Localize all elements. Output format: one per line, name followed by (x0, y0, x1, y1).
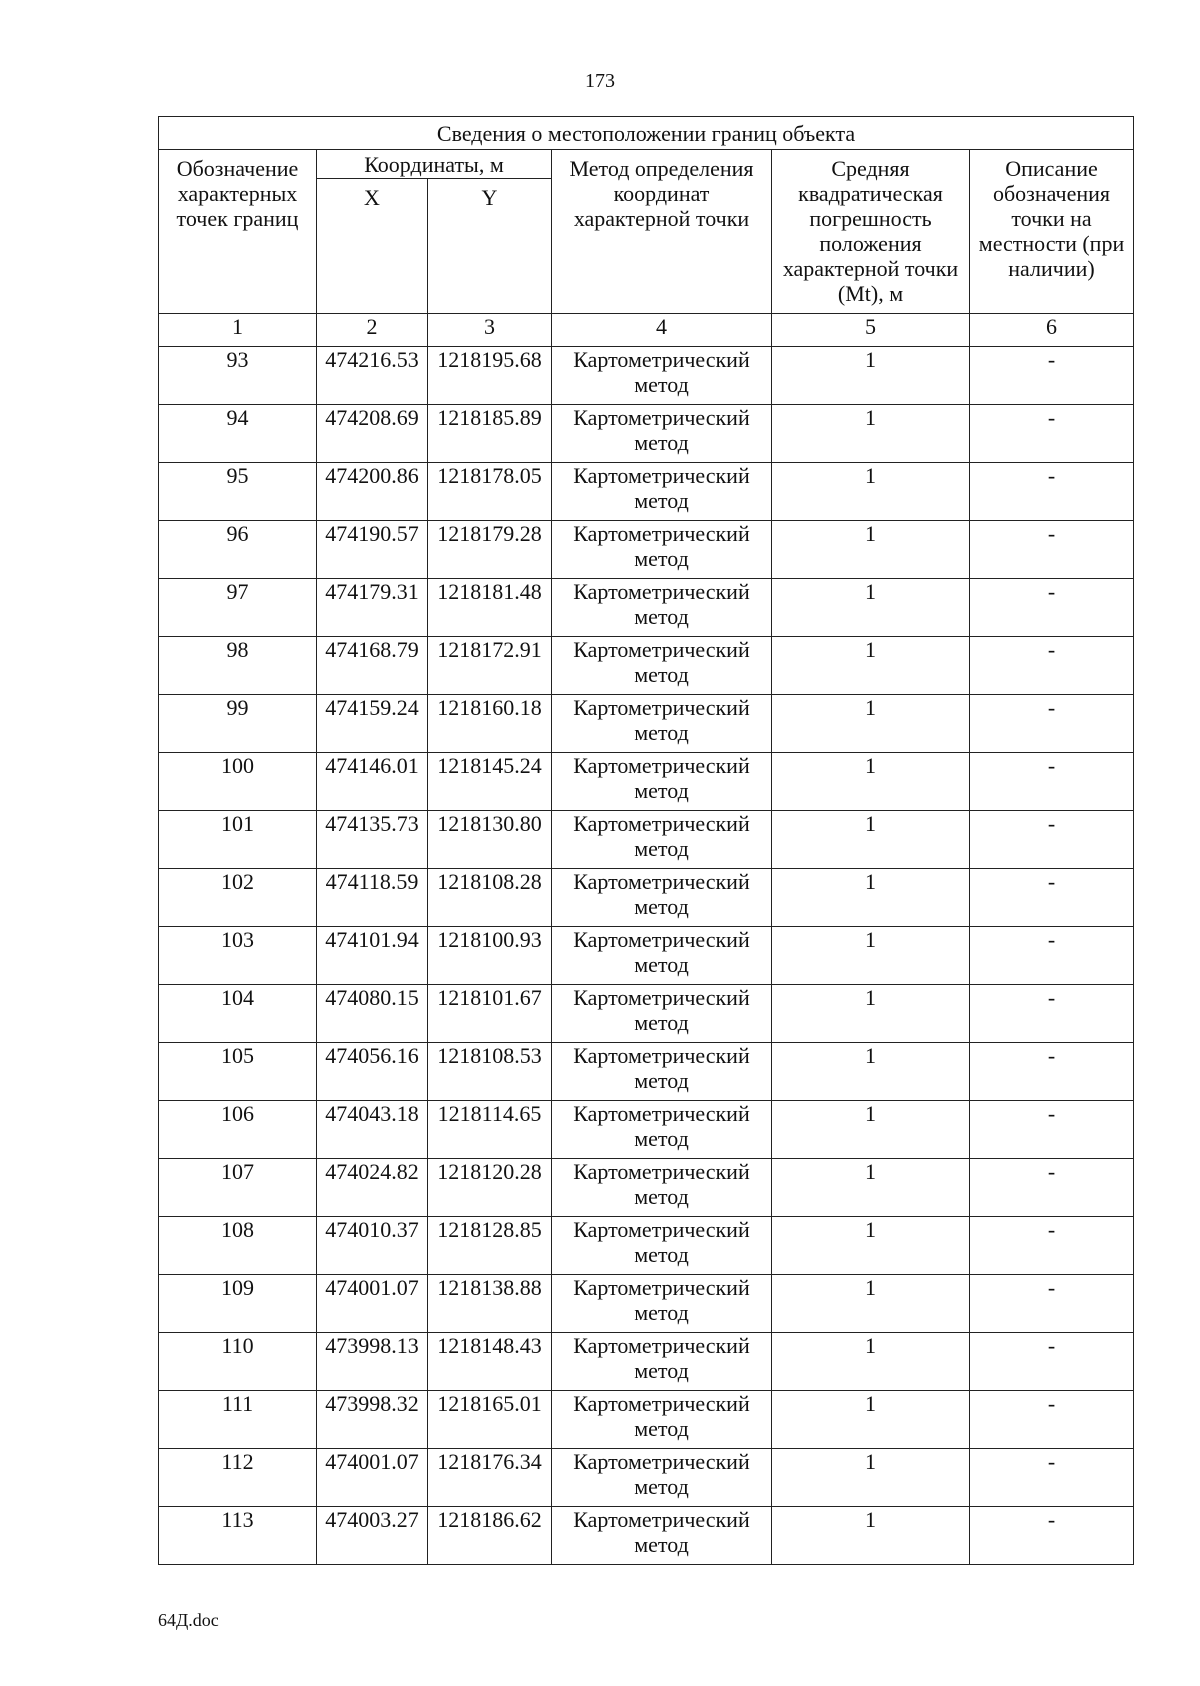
cell-point: 102 (159, 869, 317, 927)
header-mean-error: Средняя квадратическая погрешность положения характерной точки (Mt), м (772, 150, 970, 314)
cell-y: 1218101.67 (428, 985, 552, 1043)
cell-point: 103 (159, 927, 317, 985)
cell-y: 1218148.43 (428, 1333, 552, 1391)
column-number: 1 (159, 314, 317, 347)
cell-x: 474001.07 (317, 1275, 428, 1333)
cell-error: 1 (772, 347, 970, 405)
cell-method: Картометрический метод (552, 1391, 772, 1449)
cell-error: 1 (772, 1507, 970, 1565)
table-row (159, 637, 1134, 695)
cell-point: 106 (159, 1101, 317, 1159)
document-sheet (158, 116, 1133, 1565)
cell-description: - (970, 985, 1134, 1043)
table-row (159, 1217, 1134, 1275)
table-row (159, 1159, 1134, 1217)
cell-point: 98 (159, 637, 317, 695)
table-row (159, 1449, 1134, 1507)
column-number: 2 (317, 314, 428, 347)
cell-x: 474208.69 (317, 405, 428, 463)
cell-point: 97 (159, 579, 317, 637)
boundary-coordinates-table (158, 116, 1134, 1565)
cell-method: Картометрический метод (552, 1275, 772, 1333)
cell-y: 1218145.24 (428, 753, 552, 811)
cell-error: 1 (772, 1159, 970, 1217)
cell-method: Картометрический метод (552, 405, 772, 463)
cell-point: 105 (159, 1043, 317, 1101)
cell-description: - (970, 1275, 1134, 1333)
cell-method: Картометрический метод (552, 579, 772, 637)
cell-point: 111 (159, 1391, 317, 1449)
cell-description: - (970, 579, 1134, 637)
cell-description: - (970, 1159, 1134, 1217)
table-row (159, 1333, 1134, 1391)
cell-x: 474159.24 (317, 695, 428, 753)
cell-point: 112 (159, 1449, 317, 1507)
cell-x: 474200.86 (317, 463, 428, 521)
cell-description: - (970, 521, 1134, 579)
cell-description: - (970, 1391, 1134, 1449)
cell-description: - (970, 753, 1134, 811)
table-row (159, 521, 1134, 579)
table-title: Сведения о местоположении границ объекта (159, 117, 1134, 150)
cell-method: Картометрический метод (552, 1507, 772, 1565)
header-method: Метод определения координат характерной точки (552, 150, 772, 314)
cell-x: 474190.57 (317, 521, 428, 579)
cell-x: 474216.53 (317, 347, 428, 405)
cell-point: 107 (159, 1159, 317, 1217)
cell-error: 1 (772, 1391, 970, 1449)
cell-point: 99 (159, 695, 317, 753)
cell-y: 1218181.48 (428, 579, 552, 637)
cell-y: 1218165.01 (428, 1391, 552, 1449)
cell-y: 1218178.05 (428, 463, 552, 521)
cell-point: 109 (159, 1275, 317, 1333)
cell-error: 1 (772, 521, 970, 579)
cell-method: Картометрический метод (552, 811, 772, 869)
cell-point: 110 (159, 1333, 317, 1391)
cell-x: 474080.15 (317, 985, 428, 1043)
cell-method: Картометрический метод (552, 347, 772, 405)
cell-x: 474118.59 (317, 869, 428, 927)
header-description: Описание обозначения точки на местности (при наличии) (970, 150, 1134, 314)
cell-description: - (970, 637, 1134, 695)
column-number: 4 (552, 314, 772, 347)
cell-description: - (970, 811, 1134, 869)
cell-description: - (970, 1217, 1134, 1275)
cell-method: Картометрический метод (552, 753, 772, 811)
cell-description: - (970, 405, 1134, 463)
cell-x: 474146.01 (317, 753, 428, 811)
cell-description: - (970, 1333, 1134, 1391)
cell-method: Картометрический метод (552, 1159, 772, 1217)
cell-description: - (970, 463, 1134, 521)
cell-y: 1218130.80 (428, 811, 552, 869)
header-coordinates: Координаты, м (317, 150, 552, 179)
column-number: 5 (772, 314, 970, 347)
cell-method: Картометрический метод (552, 1449, 772, 1507)
table-row (159, 1275, 1134, 1333)
column-number: 6 (970, 314, 1134, 347)
cell-x: 474135.73 (317, 811, 428, 869)
cell-error: 1 (772, 1101, 970, 1159)
cell-point: 100 (159, 753, 317, 811)
cell-method: Картометрический метод (552, 1217, 772, 1275)
cell-method: Картометрический метод (552, 1101, 772, 1159)
cell-error: 1 (772, 1449, 970, 1507)
table-row (159, 1391, 1134, 1449)
cell-error: 1 (772, 985, 970, 1043)
cell-point: 94 (159, 405, 317, 463)
cell-error: 1 (772, 927, 970, 985)
cell-method: Картометрический метод (552, 695, 772, 753)
cell-y: 1218128.85 (428, 1217, 552, 1275)
cell-description: - (970, 927, 1134, 985)
cell-description: - (970, 695, 1134, 753)
cell-y: 1218185.89 (428, 405, 552, 463)
cell-error: 1 (772, 1217, 970, 1275)
cell-y: 1218108.53 (428, 1043, 552, 1101)
table-row (159, 985, 1134, 1043)
cell-method: Картометрический метод (552, 985, 772, 1043)
table-body (159, 347, 1134, 1565)
cell-x: 474168.79 (317, 637, 428, 695)
cell-y: 1218160.18 (428, 695, 552, 753)
table-row (159, 1507, 1134, 1565)
cell-description: - (970, 869, 1134, 927)
cell-y: 1218186.62 (428, 1507, 552, 1565)
cell-y: 1218176.34 (428, 1449, 552, 1507)
cell-x: 474056.16 (317, 1043, 428, 1101)
cell-y: 1218100.93 (428, 927, 552, 985)
cell-description: - (970, 1101, 1134, 1159)
table-row (159, 1043, 1134, 1101)
cell-y: 1218108.28 (428, 869, 552, 927)
table-row (159, 811, 1134, 869)
cell-x: 474179.31 (317, 579, 428, 637)
cell-y: 1218120.28 (428, 1159, 552, 1217)
cell-x: 474003.27 (317, 1507, 428, 1565)
cell-description: - (970, 1449, 1134, 1507)
table-row (159, 463, 1134, 521)
cell-error: 1 (772, 1333, 970, 1391)
cell-description: - (970, 1043, 1134, 1101)
table-row (159, 1101, 1134, 1159)
cell-x: 473998.32 (317, 1391, 428, 1449)
cell-error: 1 (772, 579, 970, 637)
cell-x: 474043.18 (317, 1101, 428, 1159)
cell-error: 1 (772, 869, 970, 927)
cell-point: 104 (159, 985, 317, 1043)
cell-point: 93 (159, 347, 317, 405)
table-row (159, 579, 1134, 637)
footer-filename: 64Д.doc (158, 1610, 219, 1630)
cell-method: Картометрический метод (552, 1333, 772, 1391)
column-numbers-row (159, 314, 1134, 347)
cell-x: 474101.94 (317, 927, 428, 985)
cell-description: - (970, 347, 1134, 405)
cell-method: Картометрический метод (552, 869, 772, 927)
page-number: 173 (585, 70, 615, 92)
cell-description: - (970, 1507, 1134, 1565)
cell-point: 96 (159, 521, 317, 579)
cell-x: 474001.07 (317, 1449, 428, 1507)
table-row (159, 695, 1134, 753)
cell-error: 1 (772, 811, 970, 869)
column-number: 3 (428, 314, 552, 347)
table-row (159, 927, 1134, 985)
header-y: Y (428, 179, 552, 314)
cell-error: 1 (772, 695, 970, 753)
cell-point: 101 (159, 811, 317, 869)
cell-y: 1218114.65 (428, 1101, 552, 1159)
cell-point: 113 (159, 1507, 317, 1565)
table-row (159, 869, 1134, 927)
cell-error: 1 (772, 1043, 970, 1101)
cell-method: Картометрический метод (552, 927, 772, 985)
cell-y: 1218138.88 (428, 1275, 552, 1333)
table-row (159, 347, 1134, 405)
cell-x: 473998.13 (317, 1333, 428, 1391)
cell-y: 1218179.28 (428, 521, 552, 579)
header-point-designation: Обозначение характерных точек границ (159, 150, 317, 314)
cell-x: 474010.37 (317, 1217, 428, 1275)
header-x: X (317, 179, 428, 314)
cell-error: 1 (772, 637, 970, 695)
cell-method: Картометрический метод (552, 1043, 772, 1101)
cell-error: 1 (772, 463, 970, 521)
cell-method: Картометрический метод (552, 521, 772, 579)
cell-y: 1218172.91 (428, 637, 552, 695)
cell-method: Картометрический метод (552, 637, 772, 695)
cell-y: 1218195.68 (428, 347, 552, 405)
cell-method: Картометрический метод (552, 463, 772, 521)
cell-error: 1 (772, 405, 970, 463)
cell-error: 1 (772, 1275, 970, 1333)
table-row (159, 753, 1134, 811)
cell-x: 474024.82 (317, 1159, 428, 1217)
cell-point: 95 (159, 463, 317, 521)
cell-point: 108 (159, 1217, 317, 1275)
cell-error: 1 (772, 753, 970, 811)
table-row (159, 405, 1134, 463)
